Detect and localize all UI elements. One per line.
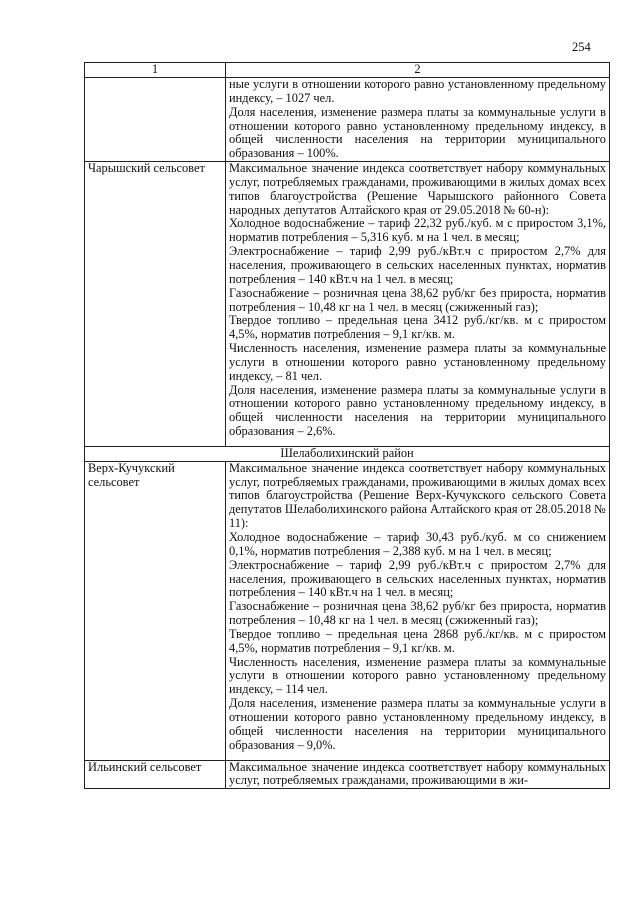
table-row [85, 461, 610, 760]
description-paragraph: Численность населения, изменение размера платы за коммунальные услуги в отношении которого равно установленному предельному индексу, – 114 чел. [229, 654, 606, 697]
table-row [85, 162, 610, 447]
column-header-2: 2 [226, 63, 610, 78]
description-paragraph: Численность населения, изменение размера платы за коммунальные услуги в отношении которого равно установленному предельному индексу, – 81 чел. [229, 341, 606, 383]
district-title: Шелаболихинский район [85, 446, 610, 461]
municipality-name: Верх-Кучукский сельсовет [85, 461, 226, 760]
table-row [85, 760, 610, 789]
table-row [85, 78, 610, 162]
description-paragraph: Газоснабжение – розничная цена 38,62 руб/кг без прироста, норматив потребления – 10,48 кг на 1 чел. в месяц (сжиженный газ); [229, 599, 606, 628]
description-cell [226, 461, 610, 760]
description-paragraph: Максимальное значение индекса соответствует набору коммунальных услуг, потребляемых гражданами, проживающими в жилых домах всех типов благоустройства (Решение Чарышского районного Совета народных депутатов Алтайского края от 29.05.2018 № 60-н): [229, 161, 606, 217]
description-paragraph: Максимальное значение индекса соответствует набору коммунальных услуг, потребляемых гражданами, проживающими в жилых домах всех типов благоустройства (Решение Верх-Кучукского сельского Совета депутатов Шелаболихинского района Алтайского края от 28.05.2018 № 11): [229, 460, 606, 531]
description-paragraph: ные услуги в отношении которого равно установленному предельному индексу, – 1027 чел. [229, 77, 606, 105]
description-paragraph: Доля населения, изменение размера платы за коммунальные услуги в отношении которого равно установленному предельному индексу, в общей численности населения на территории муниципального образования – 2,6%. [229, 382, 606, 439]
municipality-name: Ильинский сельсовет [85, 760, 226, 789]
description-paragraph: Газоснабжение – розничная цена 38,62 руб/кг без прироста, норматив потребления – 10,48 кг на 1 чел. в месяц (сжиженный газ); [229, 285, 606, 314]
municipality-name: Чарышский сельсовет [85, 162, 226, 447]
description-cell [226, 760, 610, 789]
data-table [84, 62, 610, 789]
page-number: 254 [572, 40, 591, 54]
description-paragraph: Электроснабжение – тариф 2,99 руб./кВт.ч с приростом 2,7% для населения, проживающего в сельских населенных пунктах, норматив потребления – 140 кВт.ч на 1 чел. в месяц; [229, 244, 606, 286]
description-paragraph: Холодное водоснабжение – тариф 30,43 руб./куб. м со снижением 0,1%, норматив потребления – 2,388 куб. м на 1 чел. в месяц; [229, 530, 606, 558]
description-paragraph: Максимальное значение индекса соответствует набору коммунальных услуг, потребляемых гражданами, проживающими в жи- [229, 759, 606, 788]
description-paragraph: Твердое топливо – предельная цена 2868 руб./кг/кв. м с приростом 4,5%, норматив потребления – 9,1 кг/кв. м. [229, 626, 606, 655]
description-paragraph: Холодное водоснабжение – тариф 22,32 руб./куб. м с приростом 3,1%, норматив потребления – 5,316 куб. м на 1 чел. в месяц; [229, 216, 606, 245]
description-paragraph: Доля населения, изменение размера платы за коммунальные услуги в отношении которого равно установленному предельному индексу, в общей численности населения на территории муниципального образования – 9,0%. [229, 696, 606, 752]
district-header-row [85, 446, 610, 461]
table-header-row [85, 63, 610, 78]
description-cell [226, 162, 610, 447]
description-paragraph: Твердое топливо – предельная цена 3412 руб./кг/кв. м с приростом 4,5%, норматив потребления – 9,1 кг/кв. м. [229, 313, 606, 342]
description-paragraph: Электроснабжение – тариф 2,99 руб./кВт.ч с приростом 2,7% для населения, проживающего в сельских населенных пунктах, норматив потребления – 140 кВт.ч на 1 чел. в месяц; [229, 557, 606, 600]
description-paragraph: Доля населения, изменение размера платы за коммунальные услуги в отношении которого равно установленному предельному индексу, в общей численности населения на территории муниципального образования – 100%. [229, 104, 606, 161]
municipality-name [85, 78, 226, 162]
column-header-1: 1 [85, 63, 226, 78]
description-cell [226, 78, 610, 162]
